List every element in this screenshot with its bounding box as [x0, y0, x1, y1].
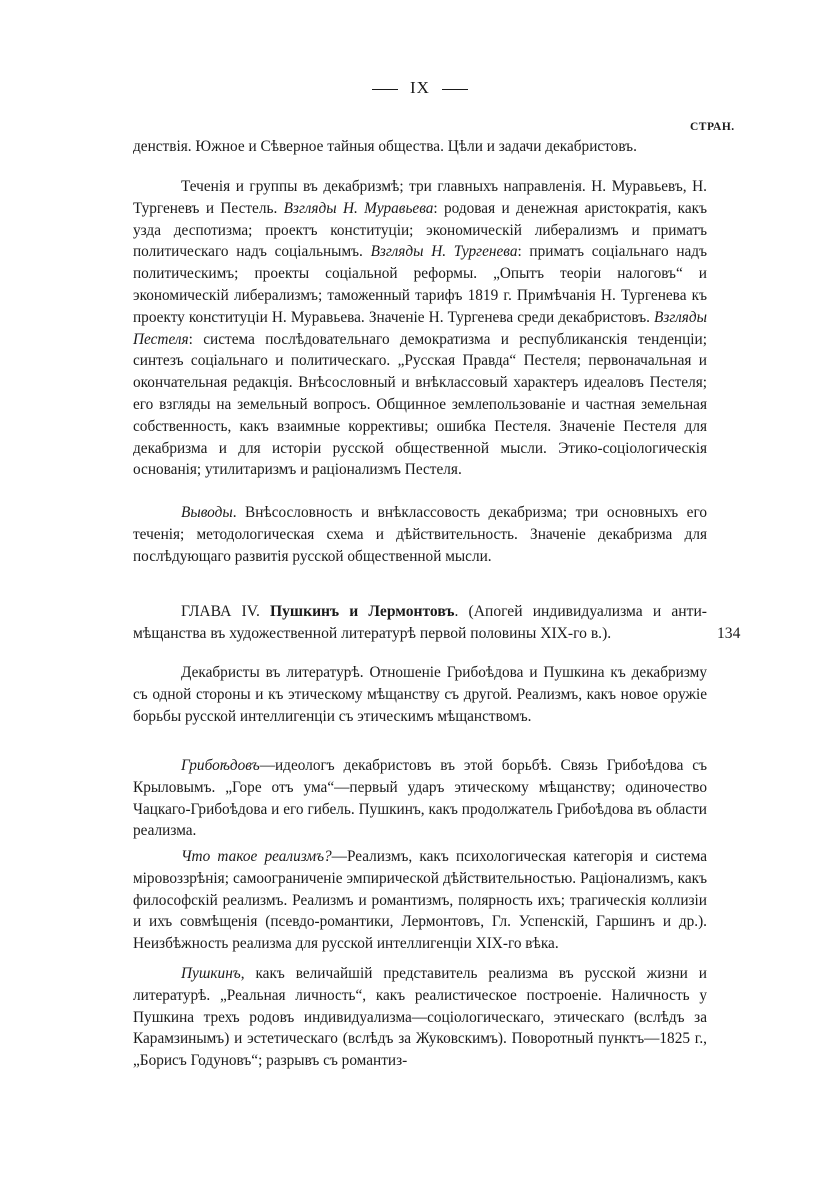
realizm-text: —Реализмъ, какъ психологическая категорія и система міровоззрѣнія; самоограниченіе эмпирической дѣйствительностью. Раціонализмъ, какъ философскій реализмъ. Реализмъ и романтизмъ, полярность ихъ; трагическія коллизіи и ихъ совмѣщенія (псевдо-романтики, Лермонтовъ, Гл. Успенскій, Гаршинъ и др.). Неизбѣжность реализма для русской интеллигенціи XIX-го вѣка. — [133, 848, 707, 953]
continuation-text: денствія. Южное и Сѣверное тайныя общества. Цѣли и задачи декабристовъ. — [133, 138, 637, 155]
chapter-heading — [133, 601, 707, 645]
page-header — [0, 78, 840, 98]
pushkin-text: , какъ величайшій представитель реализма въ русской жизни и литературѣ. „Реальная личность“, какъ реалистическое построеніе. Наличность у Пушкина трехъ родовъ индивидуализма—соціологическаго, этическаго (вслѣдъ за Карамзинымъ) и эстетическаго (вслѣдъ за Жуковскимъ). Поворотный пунктъ—1825 г., „Борисъ Годуновъ“; разрывъ съ романтиз- — [133, 965, 707, 1070]
paragraph-pushkin — [133, 963, 707, 1072]
chapter-title: Пушкинъ и Лермонтовъ — [270, 603, 455, 620]
paragraph-griboedov — [133, 755, 707, 842]
continuation-paragraph — [133, 136, 707, 158]
section-realizm — [133, 846, 707, 955]
chapter-page-number: 134 — [717, 625, 741, 642]
techenia-intro: Теченія и группы въ декабризмѣ; три главныхъ направленія. Н. Муравьевъ, Н. Тургеневъ и Пестель. — [133, 178, 707, 217]
turgenev-text: : приматъ соціальнаго надъ политическимъ; проекты соціальной реформы. „Опытъ теоріи налоговъ“ и экономическій либерализмъ; таможенный тарифъ 1819 г. Примѣчанія Н. Тургенева къ проекту конституціи Н. Муравьева. Значеніе Н. Тургенева среди декабристовъ. — [133, 243, 707, 326]
section-dekabristy — [133, 662, 707, 727]
muravev-label: Взгляды Н. Муравьева — [283, 199, 434, 217]
griboedov-text: —идеологъ декабристовъ въ этой борьбѣ. Связь Грибоѣдова съ Крыловымъ. „Горе отъ ума“—первый ударъ этическому мѣщанству; одиночество Чацкаго-Грибоѣдова и его гибель. Пушкинъ, какъ продолжатель Грибоѣдова въ области реализма. — [133, 757, 707, 840]
paragraph-techenia — [133, 176, 707, 481]
dekabristy-text: Декабристы въ литературѣ. Отношеніе Грибоѣдова и Пушкина къ декабризму съ одной стороны и къ этическому мѣщанству съ другой. Реализмъ, какъ новое оружіе борьбы русской интеллигенціи съ этическимъ мѣщанствомъ. — [133, 664, 707, 725]
pestel-label: Взгляды Пестеля — [133, 308, 707, 348]
section-vyvody — [133, 502, 707, 567]
section-griboedov — [133, 755, 707, 842]
pestel-text: : система послѣдовательнаго демократизма и республиканскія тенденціи; синтезъ соціальнаго и политическаго. „Русская Правда“ Пестеля; первоначальная и окончательная редакція. Внѣсословный и внѣклассовый характеръ идеаловъ Пестеля; его взгляды на земельный вопросъ. Общинное землепользованіе и частная земельная собственность, какъ взаимные коррективы; ошибка Пестеля. Значеніе Пестеля для декабризма и для исторіи русской общественной мысли. Этико-соціологическія основанія; утилитаризмъ и раціонализмъ Пестеля. — [133, 330, 707, 479]
header-dash-left — [372, 89, 398, 90]
griboedov-label: Грибоѣдовъ — [181, 757, 260, 774]
muravev-text: : родовая и денежная аристократія, какъ узда деспотизма; проектъ конституціи; экономическій либерализмъ и приматъ политическаго надъ соціальнымъ. — [133, 199, 708, 261]
paragraph-realizm — [133, 846, 707, 955]
chapter-subtitle: . (Апогей индивидуализма и анти-мѣщанства въ художественной литературѣ первой половины XIX-го в.). — [133, 603, 707, 642]
page-number: IX — [410, 78, 430, 97]
turgenev-label: Взгляды Н. Тургенева — [370, 243, 518, 261]
vyvody-text: . Внѣсословность и внѣклассовость декабризма; три основныхъ его теченія; методологическая схема и дѣйствительность. Значеніе декабризма для послѣдующаго развитія русской общественной мысли. — [133, 504, 707, 565]
realizm-label: Что такое реализмъ? — [181, 848, 332, 865]
pushkin-label: Пушкинъ — [181, 965, 241, 982]
chapter-line — [133, 601, 707, 645]
chapter-prefix: ГЛАВА IV. — [181, 603, 270, 620]
header-dash-right — [442, 89, 468, 90]
vyvody-label: Выводы — [181, 504, 233, 521]
section-pushkin — [133, 963, 707, 1072]
section-techenia — [133, 176, 707, 481]
paragraph-vyvody — [133, 502, 707, 567]
column-label: СТРАН. — [690, 121, 735, 133]
